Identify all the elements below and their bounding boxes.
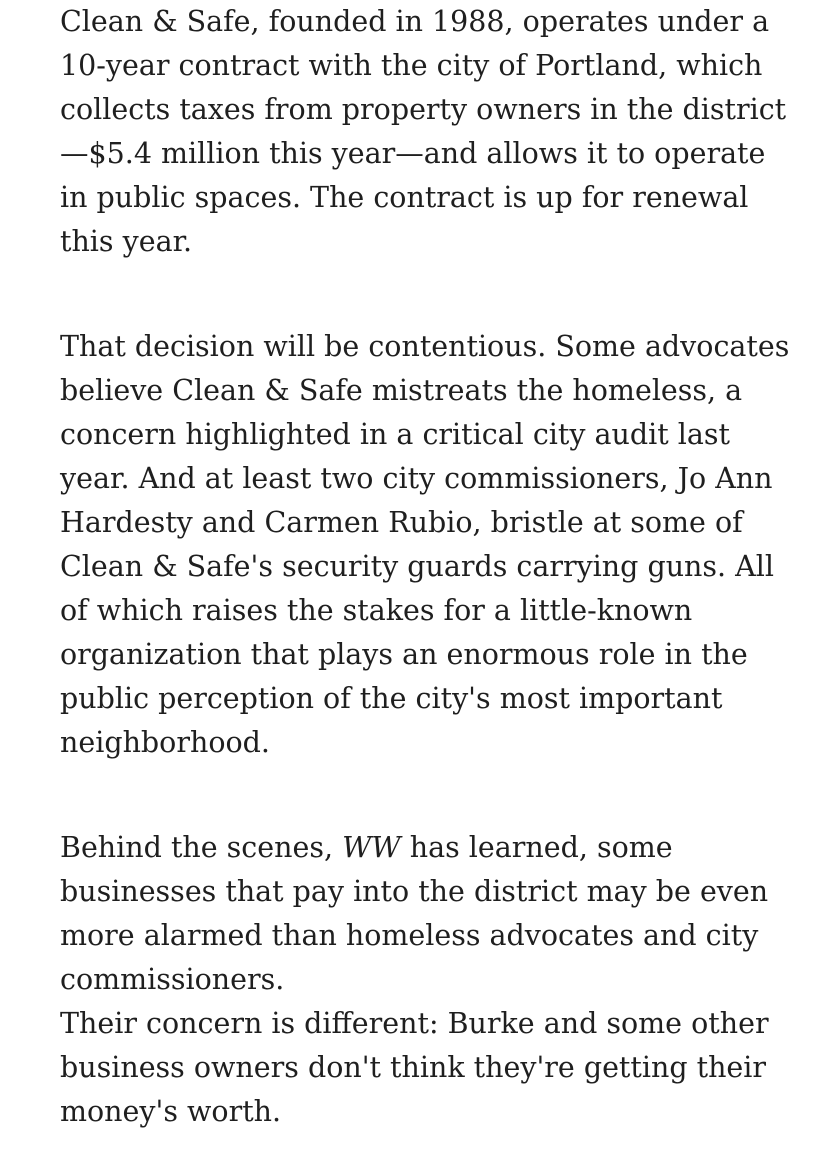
text-line: Hardesty and Carmen Rubio, bristle at some of (60, 506, 743, 539)
text-line: year. And at least two city commissioners, Jo Ann (60, 462, 773, 495)
paragraph-concern (60, 1002, 772, 1134)
text-line: of which raises the stakes for a little-known (60, 594, 693, 627)
text-line: concern highlighted in a critical city audit last (60, 418, 730, 451)
text-line: businesses that pay into the district may be even (60, 875, 769, 908)
text-line: neighborhood. (60, 726, 270, 759)
text-line: That decision will be contentious. Some advocates (60, 330, 790, 363)
article-body (60, 0, 790, 1134)
paragraph-behind-scenes (60, 826, 772, 1002)
text-line: in public spaces. The contract is up for renewal (60, 181, 749, 214)
text-segment: has learned, some (400, 831, 673, 864)
text-line: commissioners. (60, 963, 285, 996)
text-line: 10-year contract with the city of Portland, which (60, 49, 763, 82)
paragraph-spacer (60, 264, 772, 325)
text-line: public perception of the city's most important (60, 682, 723, 715)
text-line: money's worth. (60, 1095, 282, 1128)
text-line: believe Clean & Safe mistreats the homeless, a (60, 374, 743, 407)
text-line: Clean & Safe's security guards carrying guns. All (60, 550, 774, 583)
text-line: business owners don't think they're getting their (60, 1051, 767, 1084)
text-line: organization that plays an enormous role in the (60, 638, 748, 671)
paragraph-spacer (60, 765, 772, 826)
text-line: Clean & Safe, founded in 1988, operates under a (60, 5, 770, 38)
text-line: this year. (60, 225, 193, 258)
publication-name: WW (342, 831, 401, 864)
text-line: collects taxes from property owners in the district (60, 93, 787, 126)
text-line: —$5.4 million this year—and allows it to operate (60, 137, 766, 170)
paragraph-contract (60, 0, 787, 264)
text-segment: Behind the scenes, (60, 831, 343, 864)
text-line: more alarmed than homeless advocates and city (60, 919, 759, 952)
text-line: Their concern is different: Burke and some other (60, 1007, 769, 1040)
paragraph-contentious (60, 325, 790, 765)
text-line (60, 826, 772, 870)
